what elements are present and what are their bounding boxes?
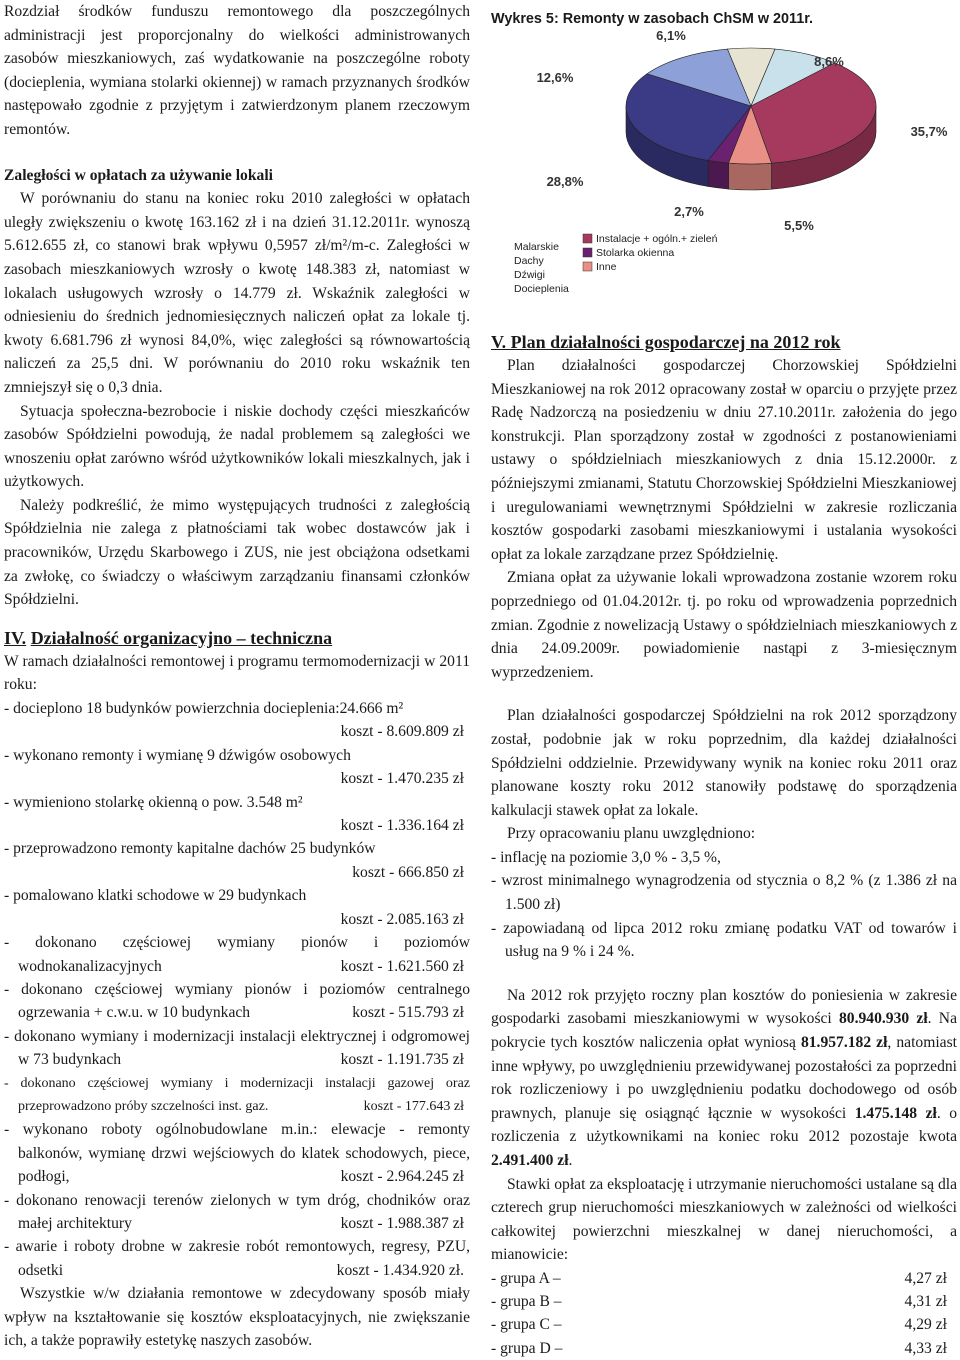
- legend-label: Malarskie: [514, 241, 559, 253]
- plan-paragraph-2: Zmiana opłat za używanie lokali wprowadzona zostanie wzorem roku poprzedniego od 01.04.2012r. tj. po roku od wprowadzenia poprzednich zmian. Zgodnie z nowelizacją Ustawy o spółdzielniach mieszkaniowych z dnia 24.09.2009r. powiadomienie nastąpi z 3-miesięcznym wyprzedzeniem.: [491, 569, 957, 681]
- arrears-heading: Zaległości w opłatach za używanie lokali: [4, 166, 273, 184]
- other-income-value: 1.475.148 zł: [854, 1104, 937, 1122]
- intro-paragraph: Rozdział środków funduszu remontowego dla poszczególnych administracji jest proporcjonalny do wielkości administrowanych zasobów mieszkaniowych, zaś wydatkowanie na poszczególne roboty (docieplenia, wymiana stolarki okiennej) w ramach przyznanych środków następowało zgodnie z przyjętym i zatwierdzonym planem rzeczowym remontów.: [4, 3, 470, 138]
- pie-chart: [511, 28, 960, 318]
- cost-value: koszt - 666.850 zł: [352, 863, 464, 881]
- p5-text-c: , natomiast inne wpływy, po uwzględnieniu przewidywanej pozostałości za poprzedni rok rozliczeniowy i po uwzględnieniu podatku dochodowego od osób prawnych, planuje się osiągnąć łącznie w wysokości: [491, 1034, 957, 1122]
- charges-value: 81.957.182 zł: [800, 1034, 888, 1052]
- group-rate-row: [491, 1290, 957, 1313]
- legend-label: Docieplenia: [514, 283, 569, 295]
- cost-item-text: - dokonano wymiany i modernizacji instalacji elektrycznej i odgromowej w 73 budynkach: [4, 1027, 470, 1069]
- legend-swatch: [583, 234, 592, 243]
- group-rate: 4,31 zł: [904, 1293, 947, 1311]
- plan-paragraph-1: Plan działalności gospodarczej Chorzowskiej Spółdzielni Mieszkaniowej na rok 2012 opracowany został w oparciu o przyjęte przez Radę Nadzorczą na posiedzeniu w dniu 27.10.2011r. założenia do jego konstrukcji. Plan sporządzony został w zgodności z postanowieniami ustawy o spółdzielniach mieszkaniowych z dnia 15.12.2000r. z późniejszymi zmianami, Statutu Chorzowskiej Spółdzielni Mieszkaniowej i uregulowaniami wewnętrznymi Spółdzielni w zakresie rozliczania kosztów gospodarki zasobami mieszkaniowymi i ustalania wysokości opłat za lokale zarządzane przez Spółdzielnię.: [491, 357, 957, 563]
- right-column: [491, 0, 957, 1360]
- cost-item: - przeprowadzono remonty kapitalne dachów 25 budynków: [4, 840, 376, 858]
- settlement-value: 2.491.400 zł: [491, 1152, 569, 1169]
- plan-paragraph-3: Plan działalności gospodarczej Spółdzielni na rok 2012 sporządzony został, podobnie jak w roku poprzednim, dla każdej działalności Spółdzielni oddzielnie. Przewidywany wynik na koniec roku 2011 oraz planowane koszty roku 2012 stanowiły podstawę do sporządzenia kalkulacji stawek opłat za lokale.: [491, 707, 957, 819]
- section-iv-intro: W ramach działalności remontowej i programu termomodernizacji w 2011 roku:: [4, 652, 470, 694]
- section-iv-heading: [4, 626, 470, 650]
- legend-swatch: [583, 262, 592, 271]
- cost-value: koszt - 1.470.235 zł: [340, 770, 464, 788]
- pie-slice-side: [729, 163, 772, 190]
- assumption-item: - zapowiadaną od lipca 2012 roku zmianę podatku VAT od towarów i usług na 9 % i 24 %.: [491, 919, 957, 961]
- cost-item-text: - awarie i roboty drobne w zakresie robót remontowych, regresy, PZU, odsetki: [4, 1238, 470, 1279]
- pie-slice-side: [708, 160, 728, 189]
- p5-text-e: .: [568, 1152, 573, 1169]
- pie-label: 2,7%: [674, 204, 704, 219]
- p5-text-d: . o rozliczenia z użytkownikami na koniec roku 2012 pozostaje kwota: [491, 1104, 957, 1146]
- left-column: [4, 0, 470, 1353]
- pie-label: 35,7%: [910, 124, 948, 139]
- cost-item: - wykonano remonty i wymianę 9 dźwigów osobowych: [4, 746, 351, 764]
- figure: [491, 0, 957, 330]
- plan-paragraph-6: Stawki opłat za eksploatację i utrzymanie nieruchomości ustalane są dla czterech grup nieruchomości mieszkaniowych w zależności od wielkości całkowitej powierzchni mieszkalnej w danej nieruchomości, a mianowicie:: [491, 1175, 957, 1264]
- cost-value: koszt - 177.643 zł: [363, 1098, 464, 1114]
- cost-value: koszt - 2.085.163 zł: [340, 910, 464, 928]
- cost-item: - docieplono 18 budynków powierzchnia docieplenia:24.666 m²: [4, 700, 404, 718]
- legend-label: Dźwigi: [514, 269, 545, 281]
- planned-costs-value: 80.940.930 zł: [839, 1010, 928, 1028]
- cost-item-text: - dokonano częściowej wymiany i modernizacji instalacji gazowej oraz przeprowadzono próby szczelności inst. gaz.: [4, 1075, 470, 1114]
- cost-value: koszt - 2.964.245 zł: [340, 1168, 464, 1186]
- cost-item-text: - wykonano roboty ogólnobudowlane m.in.: elewacje - remonty balkonów, wymianę drzwi wejściowych do klatek schodowych, piece, podłogi,: [4, 1121, 470, 1186]
- pie-label: 8,6%: [814, 54, 844, 69]
- cost-item: - pomalowano klatki schodowe w 29 budynkach: [4, 887, 307, 905]
- assumption-item: - wzrost minimalnego wynagrodzenia od stycznia o 8,2 % (z 1.386 zł na 1.500 zł): [491, 872, 957, 914]
- cost-item: [4, 978, 470, 1025]
- assumption-item: - inflację na poziomie 3,0 % - 3,5 %,: [491, 848, 721, 866]
- p5-text-a: Na 2012 rok przyjęto roczny plan kosztów do poniesienia w zakresie gospodarki zasobami mieszkaniowymi w wysokości: [491, 986, 957, 1028]
- cost-item: - wymieniono stolarkę okienną o pow. 3.548 m²: [4, 793, 303, 811]
- group-rate: 4,27 zł: [904, 1269, 947, 1287]
- group-rate: 4,29 zł: [904, 1316, 947, 1334]
- group-name: - grupa C –: [491, 1316, 562, 1334]
- group-name: - grupa D –: [491, 1339, 563, 1357]
- group-rate: 4,33 zł: [904, 1339, 947, 1357]
- group-rate-list: [491, 1267, 957, 1360]
- cost-value: koszt - 1.988.387 zł: [340, 1214, 464, 1232]
- group-rate-row: [491, 1337, 957, 1360]
- cost-value: koszt - 1.336.164 zł: [340, 817, 464, 835]
- group-rate-row: [491, 1313, 957, 1336]
- figure-title: Wykres 5: Remonty w zasobach ChSM w 2011r.: [491, 11, 814, 27]
- arrears-paragraph-3: Należy podkreślić, że mimo występujących trudności z zaległością Spółdzielnia nie zalega z płatnościami tak wobec dostawców jak i pracowników, Urzędu Skarbowego i ZUS, nie jest obciążona odsetkami za zwłokę, co świadczy o właściwym zarządzaniu finansami członków Spółdzielni.: [4, 496, 470, 609]
- pie-label: 5,5%: [784, 218, 814, 233]
- plan-paragraph-5: [491, 984, 957, 1173]
- cost-item-text: - dokonano częściowej wymiany pionów i poziomów centralnego ogrzewania + c.w.u. w 10 budynkach: [4, 980, 470, 1022]
- cost-value: koszt - 1.621.560 zł: [340, 957, 464, 975]
- group-rate-row: [491, 1267, 957, 1290]
- p5-text-b: . Na pokrycie tych kosztów naliczenia opłat wyniosą: [491, 1010, 957, 1052]
- cost-value: koszt - 1.191.735 zł: [340, 1051, 464, 1069]
- legend-label: Inne: [596, 261, 617, 273]
- cost-value: koszt - 1.434.920 zł.: [336, 1261, 464, 1279]
- cost-value: koszt - 8.609.809 zł: [340, 723, 464, 741]
- pie-label: 6,1%: [656, 28, 686, 43]
- pie-label: 28,8%: [546, 174, 584, 189]
- cost-item: [4, 1025, 470, 1072]
- section-iv-title: Działalność organizacyjno – techniczna: [30, 627, 333, 648]
- legend-label: Stolarka okienna: [596, 247, 675, 259]
- legend-label: Instalacje + ogóln.+ zieleń: [596, 233, 718, 245]
- cost-item: [4, 1189, 470, 1236]
- cost-item: [4, 1235, 470, 1282]
- section-v-heading: [491, 330, 957, 354]
- cost-list: [4, 697, 470, 1282]
- group-name: - grupa A –: [491, 1269, 561, 1287]
- assumption-list: [491, 846, 957, 964]
- closing-paragraph: Wszystkie w/w działania remontowe w zdecydowany sposób miały wpływ na kształtowanie się kosztów eksploatacyjnych, nie zwiększanie ich, a także poprawiły estetykę naszych zasobów.: [4, 1285, 470, 1350]
- arrears-paragraph-1: W porównaniu do stanu na koniec roku 2010 zaległości w opłatach uległy zwiększeniu o kwotę 163.162 zł i na dzień 31.12.2011r. wynoszą 5.612.655 zł, co stanowi brak wpływu 0,5957 zł/m²/m-c. Zaległości w zasobach mieszkaniowych wzrosły o kwotę 148.383 zł, natomiast w lokalach usługowych wzrosły o 14.779 zł. Wskaźnik zaległości w odniesieniu do średnich jednomiesięcznych naliczeń opłat za lokale tj. kwoty 6.681.796 zł wynosi 84,0%, więc zaległości są równowartością naliczeń za 25,5 dni. W porównaniu do 2010 roku wskaźnik ten zmniejszył się o 0,3 dnia.: [4, 190, 470, 396]
- arrears-paragraph-2: Sytuacja społeczna-bezrobocie i niskie dochody części mieszkańców zasobów Spółdzielni powodują, że nadal problemem są zaległości we wnoszeniu opłat zarówno wśród użytkowników lokali mieszkalnych, jak i użytkowych.: [4, 402, 470, 491]
- section-iv-number: IV.: [4, 627, 27, 648]
- group-name: - grupa B –: [491, 1293, 562, 1311]
- section-v-title: V. Plan działalności gospodarczej na 2012 rok: [491, 332, 841, 352]
- pie-label: 12,6%: [536, 70, 574, 85]
- cost-item-text: - dokonano renowacji terenów zielonych w tym dróg, chodników oraz małej architektury: [4, 1191, 470, 1232]
- cost-item: [4, 1072, 470, 1119]
- cost-item-text: - dokonano częściowej wymiany pionów i poziomów wodnokanalizacyjnych: [4, 934, 470, 975]
- legend-swatch: [583, 248, 592, 257]
- legend-label: Dachy: [514, 255, 544, 267]
- plan-paragraph-4: Przy opracowaniu planu uwzględniono:: [507, 825, 756, 843]
- cost-item: [4, 1118, 470, 1188]
- cost-value: koszt - 515.793 zł: [352, 1004, 464, 1022]
- cost-item: [4, 931, 470, 978]
